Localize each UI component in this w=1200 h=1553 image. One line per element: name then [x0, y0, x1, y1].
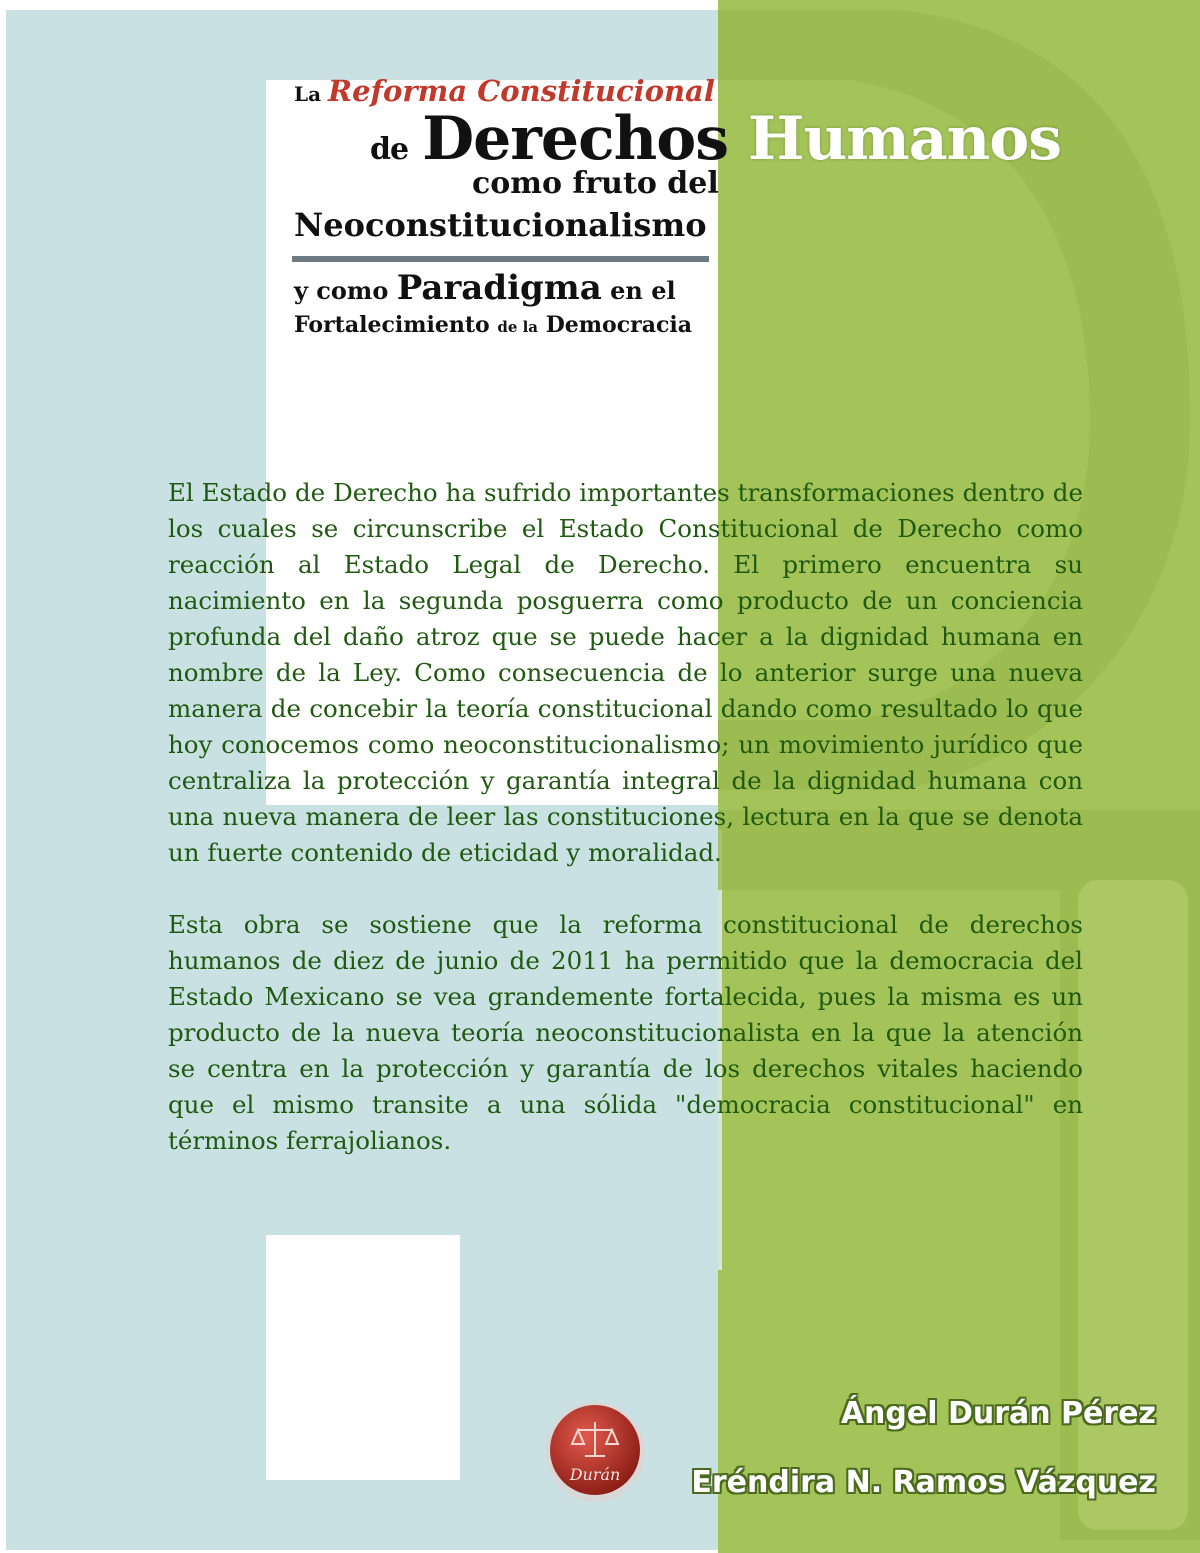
title-line-1: La Reforma Constitucional	[294, 74, 715, 108]
duran-logo	[540, 1400, 650, 1504]
cover-synopsis	[168, 475, 1083, 1195]
title-humanos: Humanos	[747, 104, 1062, 174]
title-divider	[292, 256, 709, 262]
author-2: Eréndira N. Ramos Vázquez	[691, 1465, 1156, 1500]
title-line-6: Fortalecimiento de la Democracia	[294, 312, 692, 338]
title-line-2: de Derechos Humanos	[370, 104, 1062, 174]
title-line-3: como fruto del	[472, 166, 719, 201]
synopsis-paragraph-1: El Estado de Derecho ha sufrido importantes transformaciones dentro de los cuales se circunscribe el Estado Constitucional de Derecho como reacción al Estado Legal de Derecho. El primero encuentra su nacimiento en la segunda posguerra como producto de un conciencia profunda del daño atroz que se puede hacer a la dignidad humana en nombre de la Ley. Como consecuencia de lo anterior surge una nueva manera de concebir la teoría constitucional dando como resultado lo que hoy conocemos como neoconstitucionalismo; un movimiento jurídico que centraliza la protección y garantía integral de la dignidad humana con una nueva manera de leer las constituciones, lectura en la que se denota un fuerte contenido de eticidad y moralidad.	[168, 478, 1083, 867]
title-derechos: Derechos	[422, 104, 729, 174]
author-1: Ángel Durán Pérez	[840, 1396, 1156, 1431]
synopsis-paragraph-2: Esta obra se sostiene que la reforma constitucional de derechos humanos de diez de junio de 2011 ha permitido que la democracia del Estado Mexicano se vea grandemente fortalecida, pues la misma es un producto de la nueva teoría neoconstitucionalista en la que la atención se centra en la protección y garantía de los derechos vitales haciendo que el mismo transite a una sólida "democracia constitucional" en términos ferrajolianos.	[168, 910, 1083, 1155]
logo-text: Durán	[569, 1465, 621, 1484]
title-line-5: y como Paradigma en el	[294, 268, 676, 308]
title-reforma: Reforma Constitucional	[328, 74, 715, 108]
title-line-4: Neoconstitucionalismo	[294, 206, 707, 244]
